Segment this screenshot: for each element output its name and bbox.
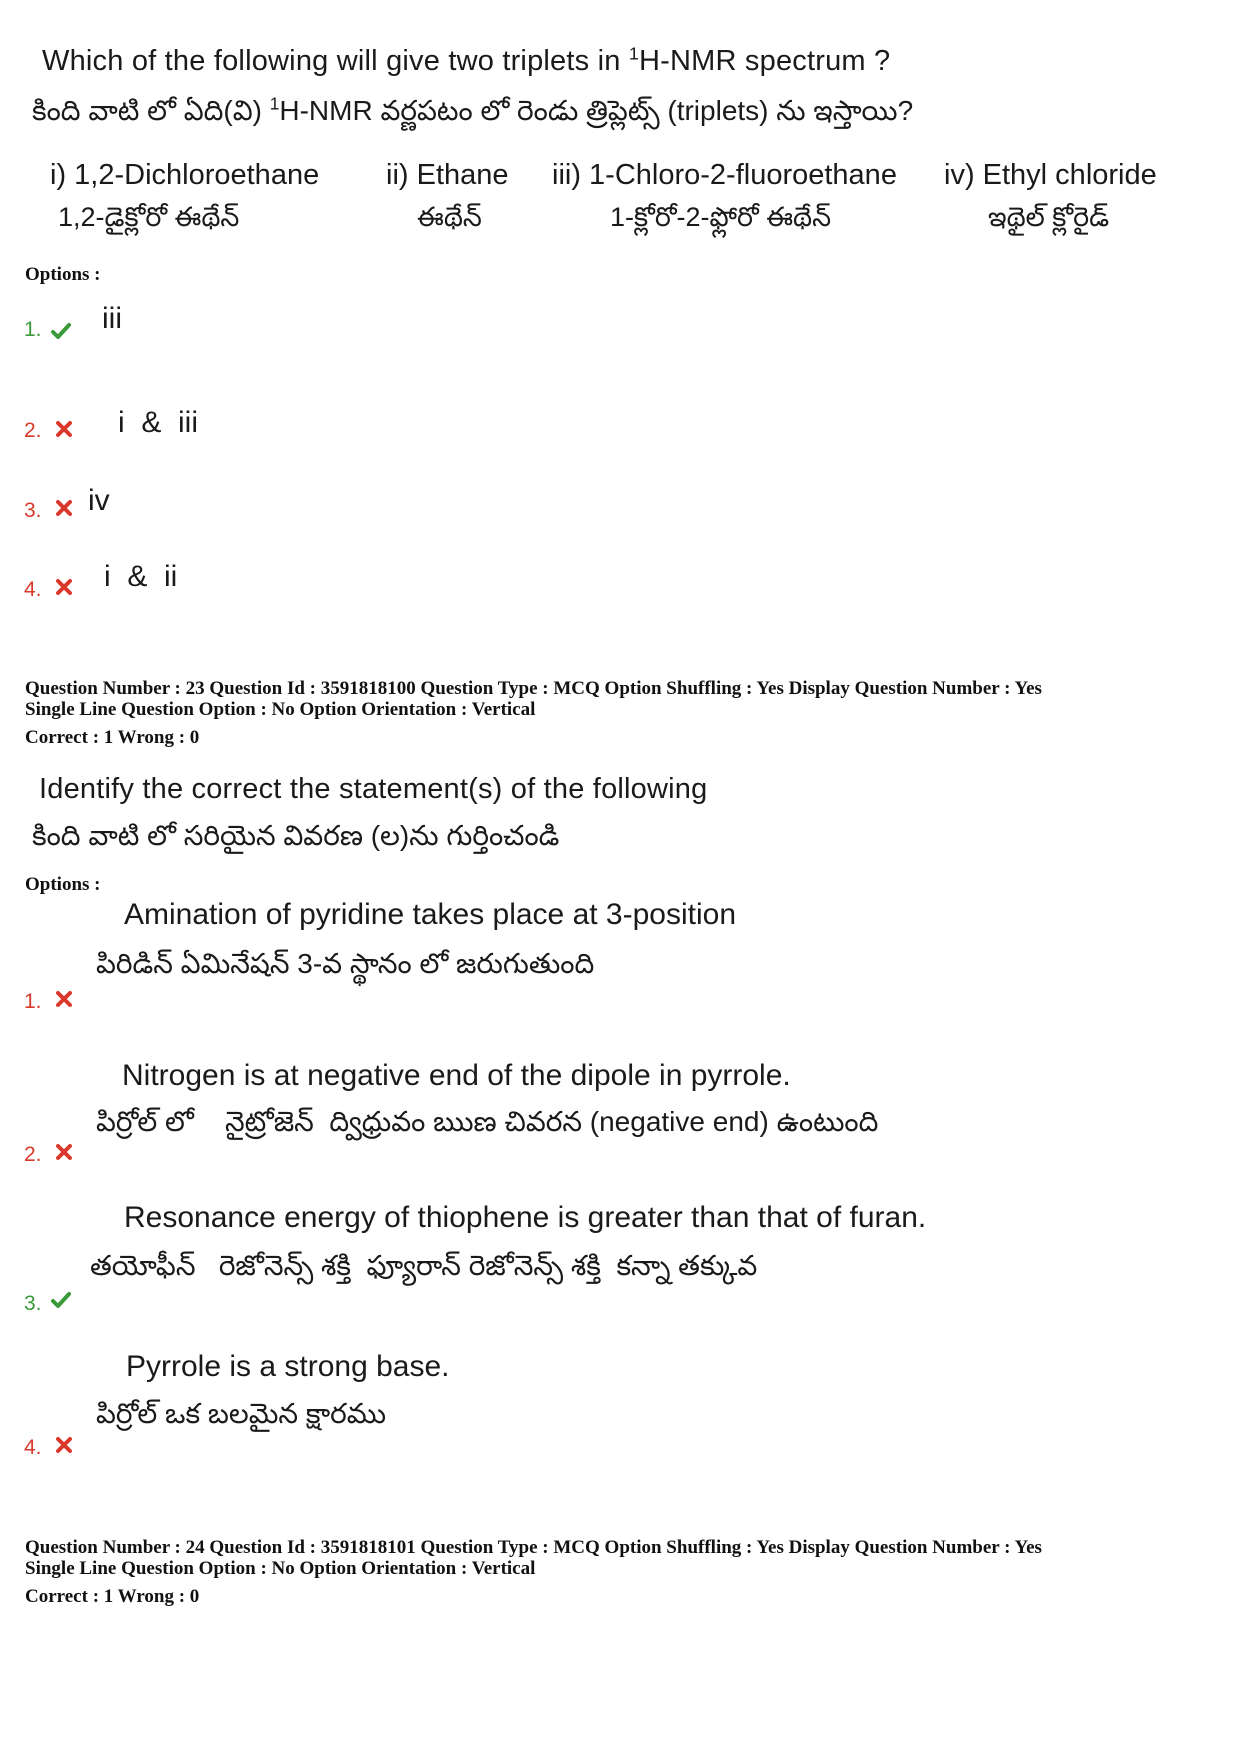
question-23-stem-en: Identify the correct the statement(s) of the following: [39, 773, 708, 805]
q23-option-1-te: పిరిడిన్ ఏమినేషన్ 3-వ స్థానం లో జరుగుతుంది: [96, 948, 595, 979]
question-23-stem-te: కింది వాటి లో సరియైన వివరణ (ల)ను గుర్తించండి: [32, 820, 560, 851]
stem-en-before: Which of the following will give two triplets in: [42, 45, 629, 77]
q23-option-3[interactable]: [24, 1292, 42, 1316]
option-1-text: iii: [102, 302, 122, 335]
question-24-meta-line2: Single Line Question Option : No Option Orientation : Vertical: [25, 1558, 536, 1579]
question-24-meta-line3: Correct : 1 Wrong : 0: [25, 1586, 200, 1607]
item-3-te: 1-క్లోరో-2-ఫ్లోరో ఈథేన్: [610, 202, 832, 232]
question-23-meta-line3: Correct : 1 Wrong : 0: [25, 727, 200, 748]
option-number: 1.: [24, 990, 42, 1013]
option-number: 3.: [24, 1292, 42, 1315]
cross-icon: [53, 497, 75, 519]
option-1[interactable]: [24, 318, 42, 342]
options-label: Options :: [25, 264, 101, 285]
q23-option-4-te: పిర్రోల్ ఒక బలమైన క్షారము: [96, 1398, 387, 1429]
option-4[interactable]: [24, 578, 42, 602]
item-4-te: ఇథైల్ క్లోరైడ్: [988, 202, 1110, 232]
option-4-text: i & ii: [104, 560, 178, 593]
q23-option-1-en: Amination of pyridine takes place at 3-position: [124, 898, 737, 931]
stem-te-after: H-NMR వర్ణపటం లో రెండు త్రిప్లెట్స్ (triplets) ను ఇస్తాయి?: [279, 95, 914, 126]
q23-option-3-te: తయోఫీన్ రెజోనెన్స్ శక్తి ఫ్యూరాన్ రెజోనెన్స్ శక్తి కన్నా తక్కువ: [90, 1250, 758, 1281]
q23-option-4[interactable]: [24, 1436, 42, 1460]
question-22-stem-te: [32, 95, 913, 134]
stem-te-superscript: 1: [269, 93, 280, 114]
item-4-en: iv) Ethyl chloride: [944, 159, 1157, 191]
options-label: Options :: [25, 874, 101, 895]
cross-icon: [53, 988, 75, 1010]
item-3-en: iii) 1-Chloro-2-fluoroethane: [552, 159, 897, 191]
cross-icon: [53, 1434, 75, 1456]
question-23-meta-line2: Single Line Question Option : No Option Orientation : Vertical: [25, 699, 536, 720]
option-2[interactable]: [24, 419, 42, 443]
cross-icon: [53, 576, 75, 598]
check-icon: [50, 1289, 72, 1311]
option-number: 3.: [24, 499, 42, 522]
question-23-meta-line1: Question Number : 23 Question Id : 3591818100 Question Type : MCQ Option Shuffling : Yes Display Question Number : Yes: [25, 678, 1042, 699]
q23-option-2[interactable]: [24, 1143, 42, 1167]
q23-option-3-en: Resonance energy of thiophene is greater than that of furan.: [124, 1201, 927, 1234]
option-3-text: iv: [88, 484, 110, 517]
q23-option-4-en: Pyrrole is a strong base.: [126, 1350, 450, 1383]
option-3[interactable]: [24, 499, 42, 523]
option-number: 2.: [24, 419, 42, 442]
cross-icon: [53, 418, 75, 440]
stem-en-after: H-NMR spectrum ?: [639, 45, 891, 77]
option-2-text: i & iii: [118, 406, 199, 439]
option-number: 1.: [24, 318, 42, 341]
check-icon: [50, 320, 72, 342]
item-1-en: i) 1,2-Dichloroethane: [50, 159, 320, 191]
cross-icon: [53, 1141, 75, 1163]
question-22-stem-en: [42, 45, 890, 78]
option-number: 2.: [24, 1143, 42, 1166]
stem-te-before: కింది వాటి లో ఏది(వి): [32, 95, 270, 126]
q23-option-1[interactable]: [24, 990, 42, 1014]
option-number: 4.: [24, 578, 42, 601]
item-2-te: ఈథేన్: [417, 202, 482, 232]
q23-option-2-te: పిర్రోల్ లో నైట్రోజెన్ ద్విధ్రువం ఋణ చివరన (negative end) ఉంటుంది: [96, 1106, 879, 1137]
item-1-te: 1,2-డైక్లోరో ఈథేన్: [58, 202, 240, 232]
item-2-en: ii) Ethane: [386, 159, 509, 191]
question-24-meta-line1: Question Number : 24 Question Id : 3591818101 Question Type : MCQ Option Shuffling : Yes Display Question Number : Yes: [25, 1537, 1042, 1558]
q23-option-2-en: Nitrogen is at negative end of the dipole in pyrrole.: [122, 1059, 791, 1092]
option-number: 4.: [24, 1436, 42, 1459]
stem-en-superscript: 1: [628, 43, 640, 64]
